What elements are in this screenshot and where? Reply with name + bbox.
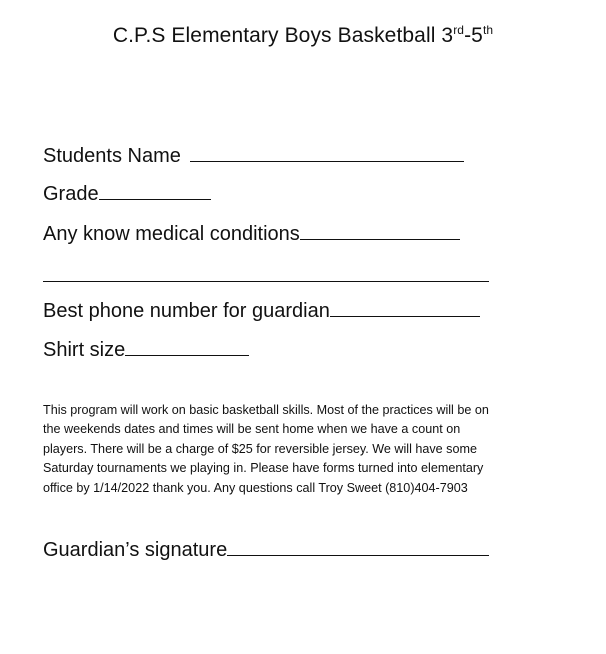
title-grade-range: -5 [464, 24, 483, 47]
guardian-phone-field [43, 298, 480, 323]
guardian-signature-label: Guardian’s signature [43, 539, 228, 561]
shirt-size-field [43, 337, 249, 362]
medical-conditions-blank-line[interactable] [300, 221, 460, 240]
medical-conditions-field [43, 221, 460, 246]
title-superscript-rd: rd [453, 23, 465, 37]
shirt-size-label: Shirt size [43, 339, 126, 361]
shirt-size-blank-line[interactable] [125, 337, 249, 356]
description-line: office by 1/14/2022 thank you. Any questions call Troy Sweet (810)404-7903 [43, 480, 468, 495]
description-line: the weekends dates and times will be sent home when we have a count on [43, 422, 461, 437]
description-line: Saturday tournaments we playing in. Please have forms turned into elementary [43, 461, 484, 476]
student-name-label: Students Name [43, 145, 181, 167]
guardian-signature-field [43, 537, 489, 562]
grade-label: Grade [43, 183, 99, 205]
guardian-phone-label: Best phone number for guardian [43, 300, 330, 322]
form-title [0, 24, 606, 48]
student-name-field [43, 143, 464, 168]
title-text: C.P.S Elementary Boys Basketball 3 [112, 24, 454, 47]
description-line: This program will work on basic basketball skills. Most of the practices will be on [43, 403, 489, 417]
guardian-phone-blank-line[interactable] [330, 298, 480, 317]
program-description [43, 401, 543, 498]
title-superscript-th: th [482, 23, 494, 37]
guardian-signature-blank-line[interactable] [227, 537, 489, 556]
grade-blank-line[interactable] [99, 181, 211, 200]
student-name-blank-line[interactable] [190, 143, 464, 162]
grade-field [43, 181, 211, 206]
medical-conditions-label: Any know medical conditions [43, 223, 300, 245]
medical-conditions-extra-line[interactable] [43, 281, 489, 282]
description-line: players. There will be a charge of $25 for reversible jersey. We will have some [43, 441, 477, 456]
